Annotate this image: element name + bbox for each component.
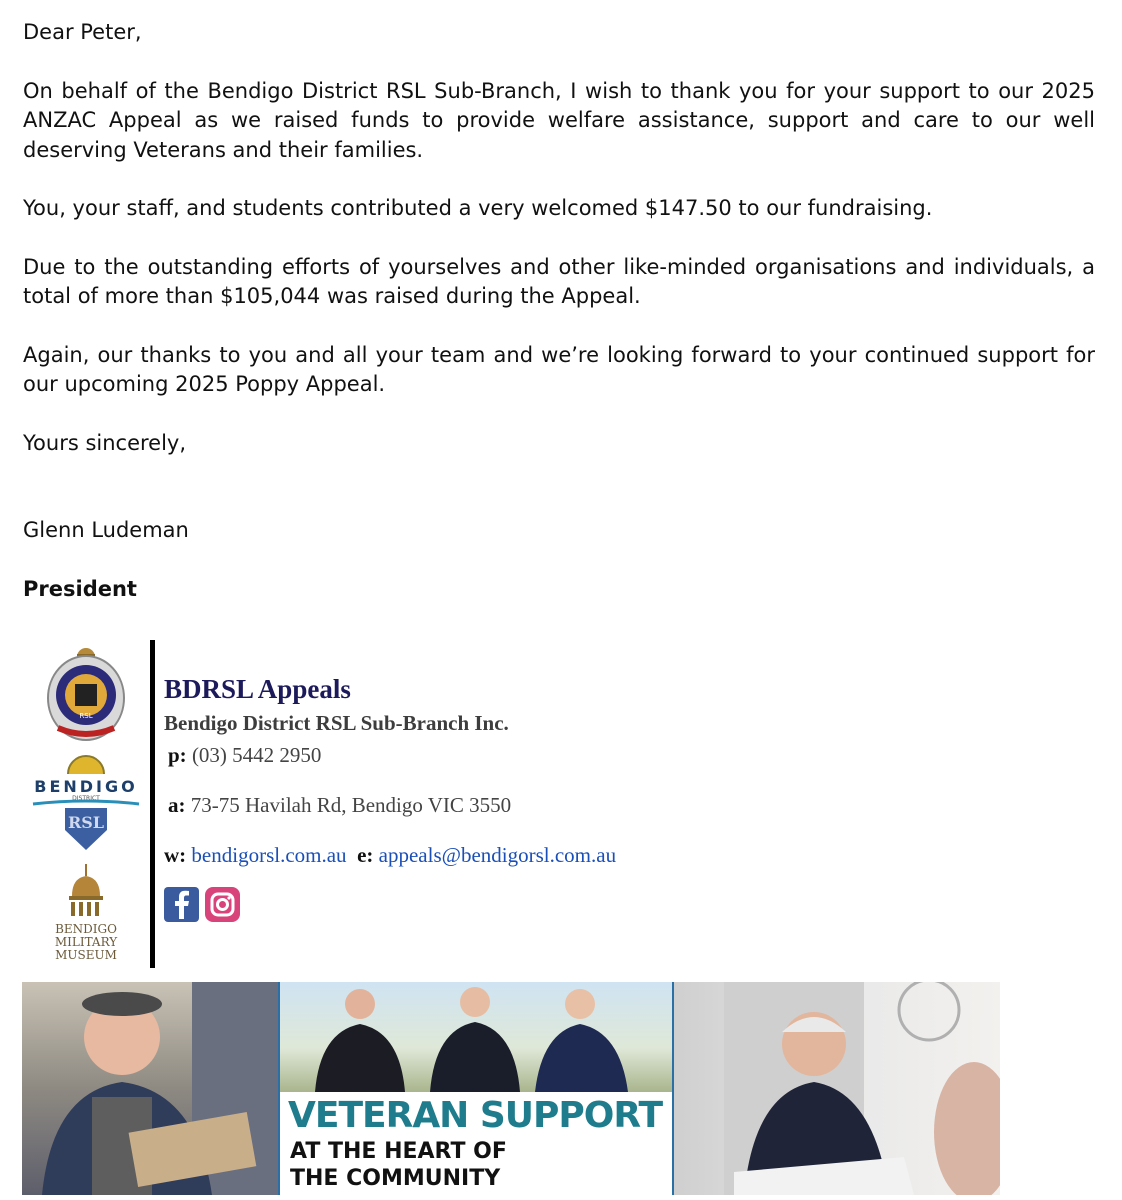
letter-paragraph: On behalf of the Bendigo District RSL Sub-Branch, I wish to thank you for your support to our 2025 ANZAC Appeal as we raised funds to provide welfare assistance, support and care to our well deserving Veterans and their families.: [23, 78, 1095, 162]
museum-line-2: MILITARY: [54, 935, 118, 949]
letter-greeting: Dear Peter,: [23, 20, 142, 44]
banner-subline: [290, 1138, 670, 1192]
web-label: w:: [164, 843, 187, 867]
letter-closing: Yours sincerely,: [23, 430, 187, 455]
phone-number[interactable]: (03) 5442 2950: [191, 743, 322, 767]
phone-label: p:: [168, 743, 187, 767]
signature-phone-line: [164, 741, 616, 769]
banner-photo-right: [674, 982, 1000, 1195]
rsl-shield-text: RSL: [67, 813, 105, 832]
signature-details: [164, 672, 616, 922]
letter-paragraph: Due to the outstanding efforts of yourselves and other like-minded organisations and individuals, a total of more than $105,044 was raised during the Appeal.: [23, 254, 1095, 308]
signer-title: President: [23, 576, 137, 601]
signature-org-title: BDRSL Appeals: [164, 674, 351, 704]
banner-photo-left: [22, 982, 278, 1195]
email-label: e:: [357, 843, 374, 867]
museum-line-1: BENDIGO: [55, 922, 117, 936]
veteran-support-banner: [22, 982, 1000, 1195]
banner-center-panel: [278, 982, 674, 1195]
bendigo-military-museum-logo: [23, 862, 148, 967]
address-label: a:: [168, 793, 186, 817]
email-signature: [23, 640, 723, 970]
signature-web-email-line: [164, 841, 616, 869]
letter-paragraph: Again, our thanks to you and all your team and we’re looking forward to your continued support for our upcoming 2025 Poppy Appeal.: [23, 342, 1095, 396]
banner-headline: VETERAN SUPPORT: [288, 1095, 663, 1136]
email-link[interactable]: appeals@bendigorsl.com.au: [378, 843, 617, 867]
letter-paragraph: You, your staff, and students contributed a very welcomed $147.50 to our fundraising.: [23, 196, 933, 220]
bendigo-district-rsl-logo: [23, 748, 148, 853]
rsl-badge-logo: [23, 640, 148, 745]
banner-subline-2: THE COMMUNITY: [290, 1166, 501, 1191]
facebook-icon[interactable]: [164, 887, 199, 922]
signer-name: Glenn Ludeman: [23, 518, 189, 542]
signature-org-name: Bendigo District RSL Sub-Branch Inc.: [164, 711, 509, 735]
rsl-badge-text: RSL: [79, 712, 93, 720]
banner-subline-1: AT THE HEART OF: [290, 1139, 507, 1164]
address-text: 73-75 Havilah Rd, Bendigo VIC 3550: [190, 793, 512, 817]
bendigo-wordmark: BENDIGO: [34, 777, 138, 796]
instagram-icon[interactable]: [205, 887, 240, 922]
website-link[interactable]: bendigorsl.com.au: [191, 843, 347, 867]
signature-address-line: [164, 791, 616, 819]
banner-photo-center: [280, 982, 672, 1092]
letter-body: [23, 18, 1095, 604]
social-links: [164, 887, 616, 922]
museum-line-3: MUSEUM: [55, 948, 117, 962]
district-wordmark: DISTRICT: [72, 795, 100, 802]
logo-column: [23, 640, 148, 970]
signature-divider: [150, 640, 155, 968]
